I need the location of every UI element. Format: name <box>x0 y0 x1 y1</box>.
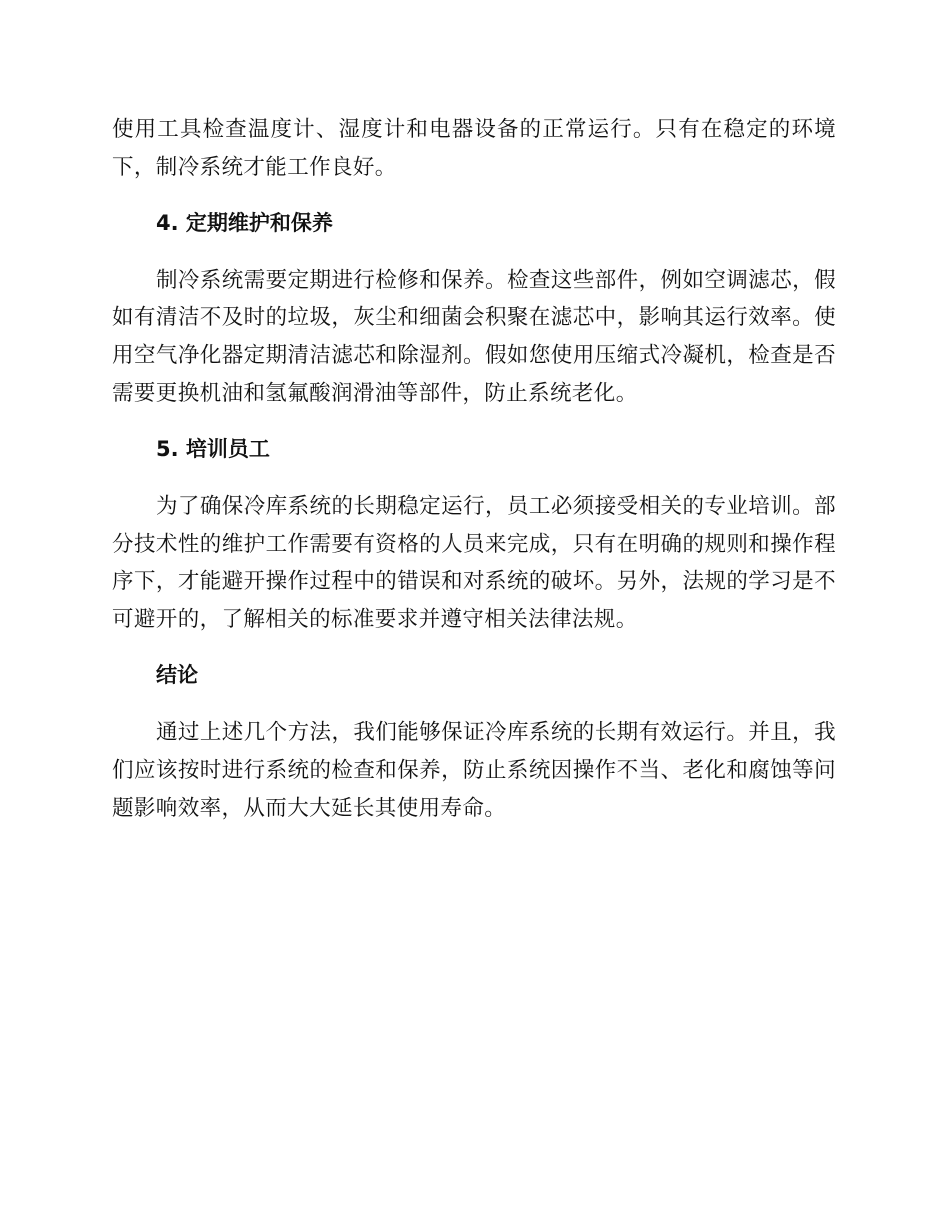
paragraph-environment-check: 使用工具检查温度计、湿度计和电器设备的正常运行。只有在稳定的环境下，制冷系统才能工作良好。 <box>112 117 836 180</box>
heading-training: 5. 培训员工 <box>156 436 270 461</box>
heading-conclusion: 结论 <box>156 662 198 687</box>
document-page <box>112 111 836 827</box>
paragraph-conclusion: 通过上述几个方法，我们能够保证冷库系统的长期有效运行。并且，我们应该按时进行系统的检查和保养，防止系统因操作不当、老化和腐蚀等问题影响效率，从而大大延长其使用寿命。 <box>112 719 836 821</box>
paragraph-training: 为了确保冷库系统的长期稳定运行，员工必须接受相关的专业培训。部分技术性的维护工作需要有资格的人员来完成，只有在明确的规则和操作程序下，才能避开操作过程中的错误和对系统的破坏。另外，法规的学习是不可避开的，了解相关的标准要求并遵守相关法律法规。 <box>112 493 836 633</box>
heading-maintenance: 4. 定期维护和保养 <box>156 210 333 235</box>
paragraph-maintenance: 制冷系统需要定期进行检修和保养。检查这些部件，例如空调滤芯，假如有清洁不及时的垃圾，灰尘和细菌会积聚在滤芯中，影响其运行效率。使用空气净化器定期清洁滤芯和除湿剂。假如您使用压缩式冷凝机，检查是否需要更换机油和氢氟酸润滑油等部件，防止系统老化。 <box>112 267 836 406</box>
